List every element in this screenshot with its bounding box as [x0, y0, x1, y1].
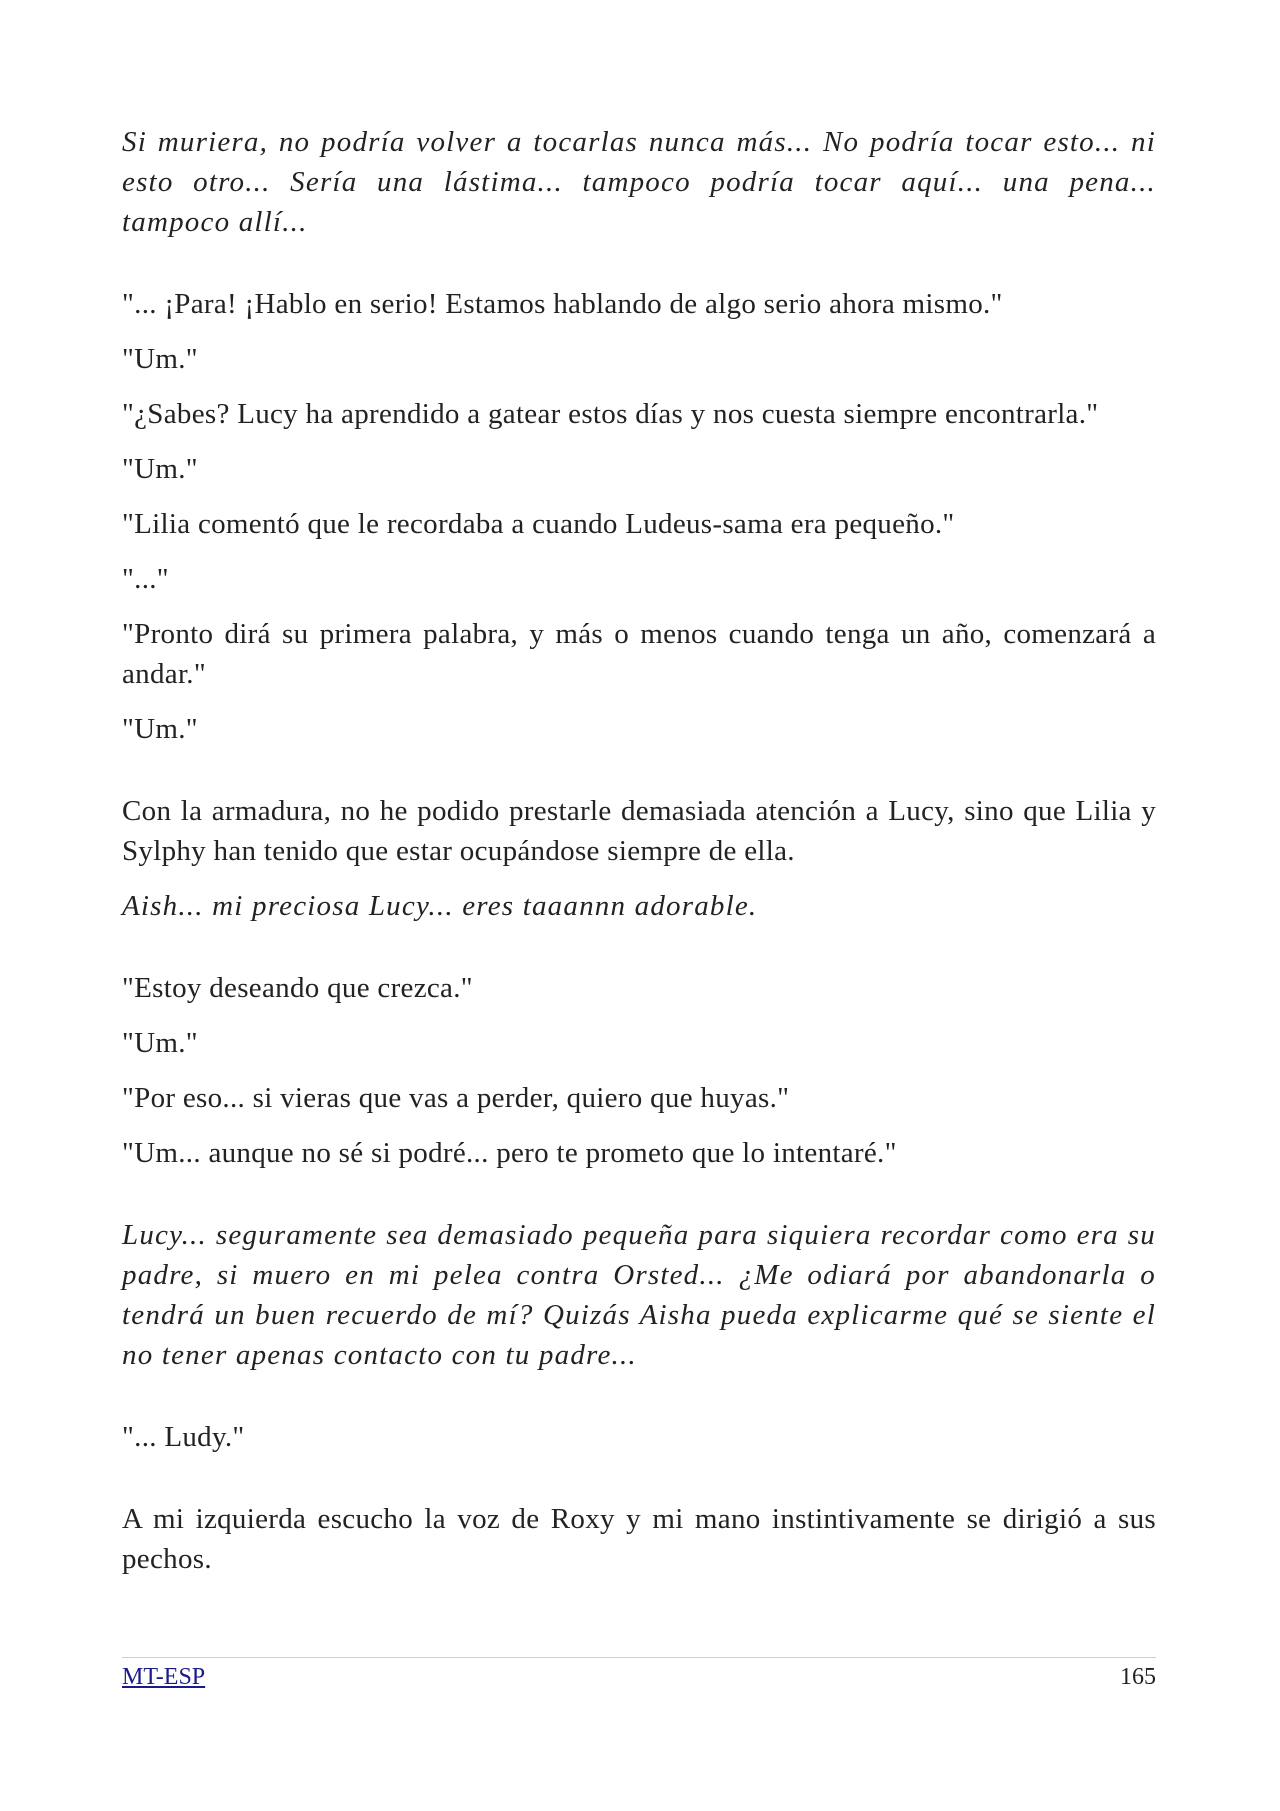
dialogue-paragraph: "... ¡Para! ¡Hablo en serio! Estamos hablando de algo serio ahora mismo." — [122, 288, 1003, 320]
page-number: 165 — [1120, 1664, 1156, 1690]
footer-site-link[interactable]: MT-ESP — [122, 1664, 206, 1690]
narration-paragraph: Lucy... seguramente sea demasiado pequeña para siquiera recordar como era su padre, si muero en mi pelea contra Orsted... ¿Me odiará por abandonarla o tendrá un buen recuerdo de mí? Quizás Aisha pueda explicarme qué se siente el no tener apenas contacto con tu padre... — [122, 1219, 1156, 1371]
narration-paragraph: Si muriera, no podría volver a tocarlas nunca más... No podría tocar esto... ni esto otro... Sería una lástima... tampoco podría tocar aquí... una pena... tampoco allí... — [122, 126, 1156, 238]
page-footer — [122, 1657, 1156, 1691]
page-body — [122, 122, 1156, 1594]
dialogue-paragraph: "... Ludy." — [122, 1421, 245, 1453]
dialogue-paragraph: "Estoy deseando que crezca." — [122, 972, 473, 1004]
dialogue-paragraph: "Um." — [122, 1027, 198, 1059]
dialogue-paragraph: "Um." — [122, 453, 198, 485]
dialogue-paragraph: Con la armadura, no he podido prestarle demasiada atención a Lucy, sino que Lilia y Sylphy han tenido que estar ocupándose siempre de ella. — [122, 795, 1156, 867]
dialogue-paragraph: "Por eso... si vieras que vas a perder, quiero que huyas." — [122, 1082, 790, 1114]
dialogue-paragraph: "..." — [122, 563, 169, 595]
dialogue-paragraph: "Lilia comentó que le recordaba a cuando Ludeus-sama era pequeño." — [122, 508, 955, 540]
dialogue-paragraph: "Um... aunque no sé si podré... pero te prometo que lo intentaré." — [122, 1137, 897, 1169]
dialogue-paragraph: A mi izquierda escucho la voz de Roxy y mi mano instintivamente se dirigió a sus pechos. — [122, 1503, 1156, 1575]
dialogue-paragraph: "Pronto dirá su primera palabra, y más o menos cuando tenga un año, comenzará a andar." — [122, 618, 1156, 690]
dialogue-paragraph: "Um." — [122, 343, 198, 375]
narration-paragraph: Aish... mi preciosa Lucy... eres taaannn adorable. — [122, 890, 758, 922]
dialogue-paragraph: "Um." — [122, 713, 198, 745]
dialogue-paragraph: "¿Sabes? Lucy ha aprendido a gatear estos días y nos cuesta siempre encontrarla." — [122, 398, 1099, 430]
